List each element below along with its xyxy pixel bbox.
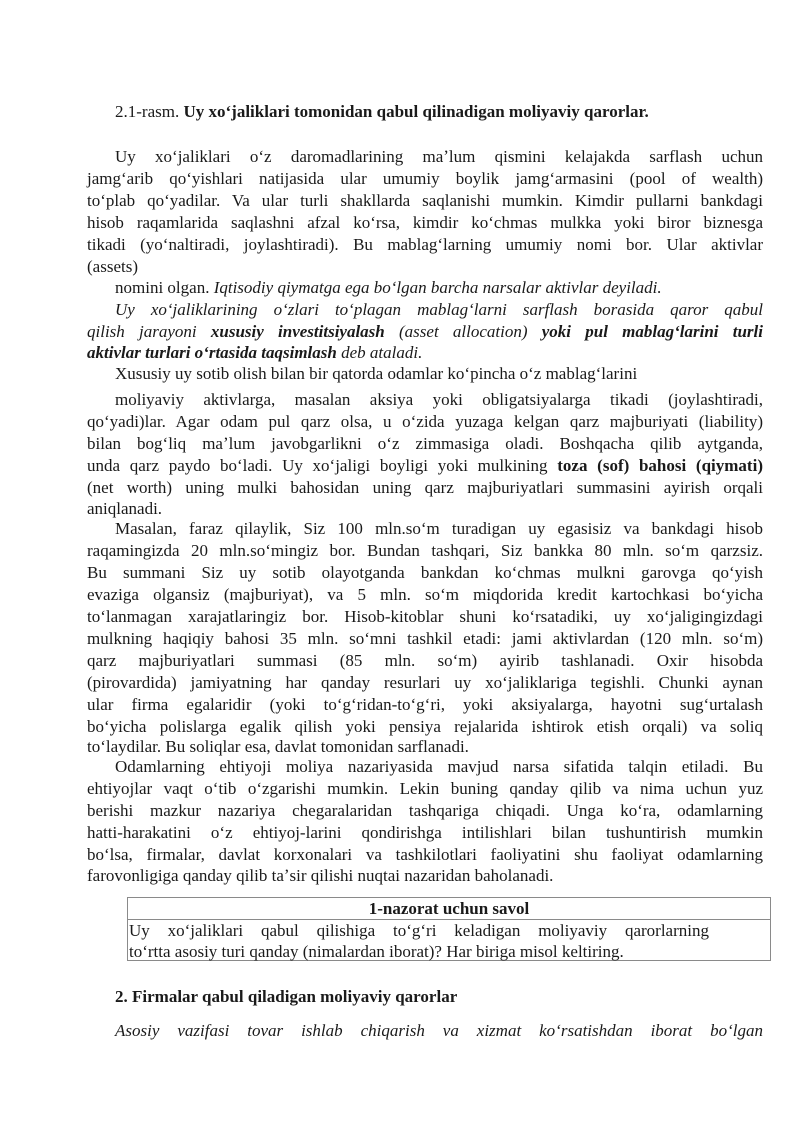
- text-line: [87, 321, 763, 342]
- text-line: hatti-harakatini oʻz ehtiyoj-larini qondirishga intilishlari bilan tushuntirish mumkin: [87, 823, 763, 842]
- section-heading: 2. Firmalar qabul qiladigan moliyaviy qarorlar: [115, 987, 458, 1006]
- text-line: toʻlaydilar. Bu soliqlar esa, davlat tomonidan sarflanadi.: [87, 737, 469, 756]
- text-line: (net worth) uning mulki bahosidan uning qarz majburiyatlari summasini ayirish orqali: [87, 478, 763, 497]
- figure-caption: [115, 101, 649, 123]
- text-line: Uy xoʻjaliklarining oʻzlari toʻplagan mablagʻlarni sarflash borasida qaror qabul: [115, 300, 763, 319]
- text-italic: deb ataladi.: [336, 343, 423, 362]
- text-line: boʻlsa, firmalar, davlat korxonalari va tashkilotlari faoliyatini shu faoliyat odamlarning: [87, 845, 763, 864]
- term-bold: yoki pul mablagʻlarini turli: [541, 322, 763, 341]
- text-line: Odamlarning ehtiyoji moliya nazariyasida mavjud narsa sifatida talqin etiladi. Bu: [115, 757, 763, 776]
- text-line: Uy xoʻjaliklari oʻz daromadlarining maʼlum qismini kelajakda sarflash uchun: [115, 147, 763, 166]
- text-line: ular firma egalaridir (yoki toʻgʻridan-toʻgʻri, yoki aksiyalarga, hayotni sugʻurtalash: [87, 695, 763, 714]
- text-line: ehtiyojlar vaqt oʻtib oʻzgarishi mumkin. Lekin buning qanday qilib va nima uchun yuz: [87, 779, 763, 798]
- text-line: Masalan, faraz qilaylik, Siz 100 mln.soʻm turadigan uy egasisiz va bankdagi hisob: [115, 519, 763, 538]
- text-plain: unda qarz paydo boʻladi. Uy xoʻjaligi boyligi yoki mulkining: [87, 456, 558, 475]
- control-question-line: toʻrtta asosiy turi qanday (nimalardan iborat)? Har biriga misol keltiring.: [129, 942, 624, 961]
- text-line: tikadi (yoʻnaltiradi, joylashtiradi). Bu mablagʻlarning umumiy nomi bor. Ular aktivlar: [87, 235, 763, 254]
- term-bold: toza (sof) bahosi (qiymati): [557, 456, 763, 475]
- text-plain: nomini olgan.: [115, 278, 214, 297]
- caption-title: Uy xoʻjaliklari tomonidan qabul qilinadigan moliyaviy qarorlar.: [183, 102, 649, 121]
- text-line: [87, 342, 763, 363]
- text-line: qoʻyadi)lar. Agar odam pul qarz olsa, u oʻzida yuzaga kelgan qarz majburiyati (liability): [87, 412, 763, 431]
- text-line: Xususiy uy sotib olish bilan bir qatorda odamlar koʻpincha oʻz mablagʻlarini: [115, 364, 638, 383]
- text-line: aniqlanadi.: [87, 499, 163, 518]
- text-line: hisob raqamlarida saqlashni afzal koʻrsa, kimdir koʻchmas mulkka yoki biror biznesga: [87, 213, 763, 232]
- text-line: farovonligiga qanday qilib taʼsir qilishi nuqtai nazaridan baholanadi.: [87, 866, 554, 885]
- text-italic: (asset allocation): [384, 322, 542, 341]
- text-line: Asosiy vazifasi tovar ishlab chiqarish va xizmat koʻrsatishdan iborat boʻlgan: [115, 1021, 763, 1040]
- text-line: bilan bogʻliq maʼlum javobgarlikni oʻz zimmasiga oladi. Boshqacha qilib aytganda,: [87, 434, 763, 453]
- text-line: Bu summani Siz uy sotib olayotganda bankdan koʻchmas mulkni garovga qoʻyish: [87, 563, 763, 582]
- text-line: toʻlanmagan xarajatlaringiz bor. Hisob-kitoblar shuni koʻrsatadiki, uy xoʻjaligingizdagi: [87, 607, 763, 626]
- text-line: berishi mazkur nazariya chegaralaridan tashqariga chiqadi. Unga koʻra, odamlarning: [87, 801, 763, 820]
- text-line: raqamingizda 20 mln.soʻmingiz bor. Bundan tashqari, Siz bankka 80 mln. soʻm qarzsiz.: [87, 541, 763, 560]
- control-question-title: 1-nazorat uchun savol: [128, 898, 770, 920]
- text-line: evaziga olgansiz (majburiyat), va 5 mln. soʻm miqdorida kredit kartochkasi boʻyicha: [87, 585, 763, 604]
- text-line: [87, 455, 763, 476]
- text-line: toʻplab qoʻyadilar. Va ular turli shakllarda saqlanishi mumkin. Kimdir pullarni bankdagi: [87, 191, 763, 210]
- text-line: moliyaviy aktivlarga, masalan aksiya yoki obligatsiyalarga tikadi (joylashtiradi,: [115, 390, 763, 409]
- definition-italic: Iqtisodiy qiymatga ega boʻlgan barcha narsalar aktivlar deyiladi.: [213, 278, 662, 297]
- text-line: jamgʻarib qoʻyishlari natijasida ular umumiy boylik jamgʻarmasini (pool of wealth): [87, 169, 763, 188]
- caption-prefix: 2.1-rasm.: [115, 102, 180, 121]
- text-line: (assets): [87, 257, 138, 276]
- text-line: qarz majburiyatlari summasi (85 mln. soʻm) ayirib tashlanadi. Oxir hisobda: [87, 651, 763, 670]
- control-question-box: [127, 897, 771, 961]
- control-question-line: Uy xoʻjaliklari qabul qilishiga toʻgʻri keladigan moliyaviy qarorlarning: [129, 921, 709, 940]
- text-line: (pirovardida) jamiyatning har qanday resurlari uy xoʻjaliklariga tegishli. Chunki aynan: [87, 673, 763, 692]
- text-line: mulkning haqiqiy bahosi 35 mln. soʻmni tashkil etadi: jami aktivlardan (120 mln. soʻm): [87, 629, 763, 648]
- text-italic: qilish jarayoni: [87, 322, 211, 341]
- definition-line: [115, 277, 763, 298]
- term-bold: xususiy investitsiyalash: [210, 322, 385, 341]
- term-bold: aktivlar turlari oʻrtasida taqsimlash: [87, 343, 337, 362]
- text-line: boʻyicha polislarga egalik qilish yoki pensiya rejalarida ishtirok etish orqali) va soliq: [87, 717, 763, 736]
